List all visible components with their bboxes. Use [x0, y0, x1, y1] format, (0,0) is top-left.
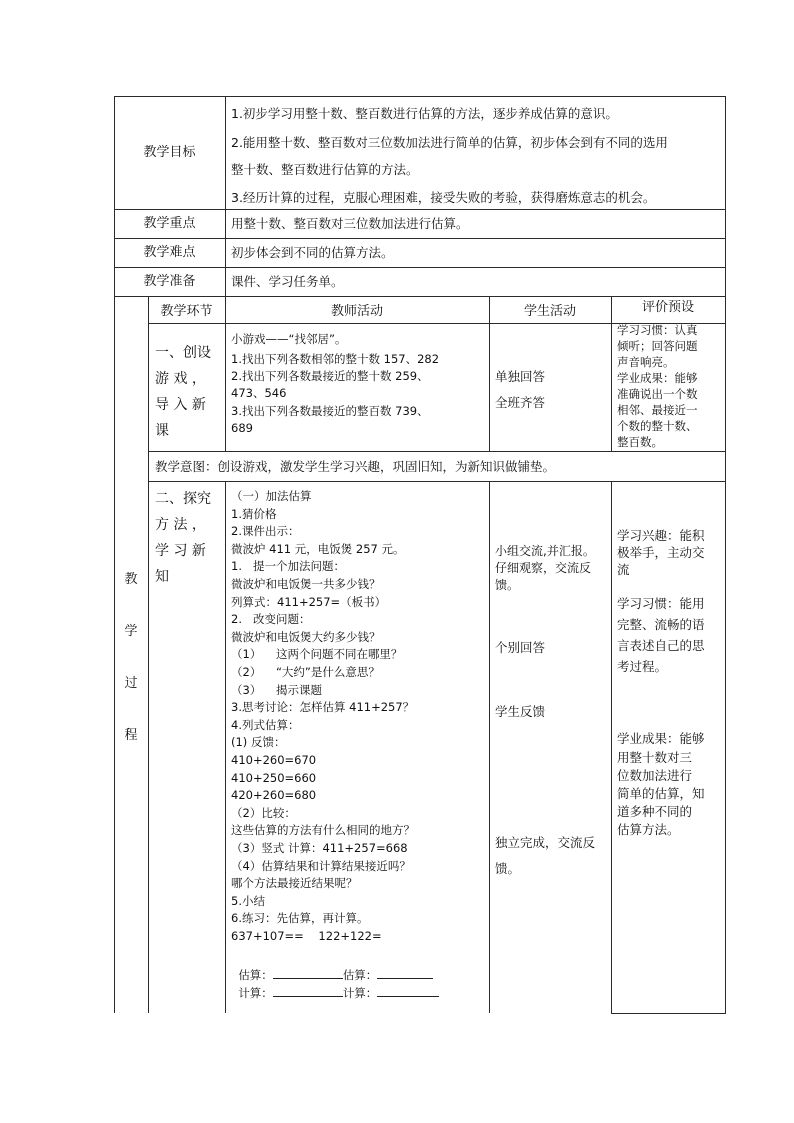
teacher-activity-line: 列算式：411+257=（板书） — [231, 594, 387, 609]
teacher-activity-line: 3.思考讨论：怎样估算 411+257？ — [231, 700, 415, 715]
objective-item: 3.经历计算的过程，克服心理困难，接受失败的考验，获得磨炼意志的机会。 — [231, 190, 656, 205]
header-teacher: 教师活动 — [330, 304, 383, 319]
calc-blank-1 — [273, 984, 343, 997]
teacher-activity-line: 410+250=660 — [231, 770, 317, 785]
objective-item: 2.能用整十数、整百数对三位数加法进行简单的估算，初步体会到有不同的选用 — [231, 135, 668, 150]
teacher-activity-line: （3）竖式 计算：411+257=668 — [231, 841, 408, 855]
teacher-activity-line: (1) 反馈： — [231, 735, 286, 750]
teacher-activity-line: （3） 揭示课题 — [231, 682, 322, 697]
preparation-label: 教学准备 — [143, 274, 196, 289]
teacher-activity-line: （2）比较： — [231, 805, 296, 820]
difficulty-label: 教学难点 — [143, 245, 196, 260]
teacher-activity-line: 1. 提一个加法问题： — [231, 559, 345, 574]
teacher-activity-line: 420+260=680 — [231, 788, 317, 803]
teacher-activity-line: 2. 改变问题： — [231, 612, 311, 627]
teacher-activity-line: 410+260=670 — [231, 753, 317, 767]
intent-text: 教学意图：创设游戏，激发学生学习兴趣，巩固旧知，为新知识做铺垫。 — [155, 459, 556, 474]
header-evaluation: 评价预设 — [641, 300, 694, 315]
teacher-activity-line: 这些估算的方法有什么相同的地方？ — [231, 823, 415, 838]
objective-item: 1.初步学习用整十数、整百数进行估算的方法，逐步养成估算的意识。 — [231, 106, 618, 121]
teacher-activity-line: 微波炉和电饭煲大约多少钱？ — [231, 629, 381, 644]
key-point-label: 教学重点 — [143, 216, 196, 231]
header-stage: 教学环节 — [160, 304, 213, 319]
calc-label: 计算： — [238, 985, 273, 1000]
calc-label-2: 计算： — [342, 985, 378, 1000]
teacher-activity-line: 微波炉 411 元，电饭煲 257 元。 — [231, 541, 405, 556]
preparation-text: 课件、学习任务单。 — [231, 274, 344, 289]
teacher-activity-line: 6.练习：先估算，再计算。 — [231, 911, 369, 926]
teacher-activity-line: （4）估算结果和计算结果接近吗？ — [231, 858, 411, 873]
teacher-activity-line: 4.列式估算： — [231, 717, 300, 732]
teacher-activity-line: 1.猜价格 — [231, 506, 277, 521]
teacher-activity-line: 哪个方法最接近结果呢？ — [231, 876, 358, 891]
teacher-activity-line: （一）加法估算 — [231, 489, 312, 503]
calc-blank-2 — [377, 984, 439, 997]
teacher-activity-line: 5.小结 — [231, 893, 265, 908]
teacher-activity-line: 2.课件出示： — [231, 524, 300, 539]
objectives-label: 教学目标 — [143, 145, 196, 160]
header-student: 学生活动 — [523, 304, 576, 319]
objective-item: 整十数、整百数进行估算的方法。 — [231, 162, 419, 177]
teacher-activity-line: 637+107== 122+122= — [231, 929, 382, 943]
teacher-activity-line: 微波炉和电饭煲一共多少钱？ — [231, 577, 381, 591]
teacher-activity-line: （2） “大约”是什么意思？ — [231, 665, 380, 679]
difficulty-text: 初步体会到不同的估算方法。 — [231, 245, 394, 260]
estimate-label-2: 估算： — [342, 967, 378, 982]
key-point-text: 用整十数、整百数对三位数加法进行估算。 — [231, 216, 469, 231]
estimate-label: 估算： — [238, 967, 273, 982]
practice-calc-row — [231, 969, 439, 1000]
teacher-activity-line: （1） 这两个问题不同在哪里？ — [231, 647, 403, 662]
